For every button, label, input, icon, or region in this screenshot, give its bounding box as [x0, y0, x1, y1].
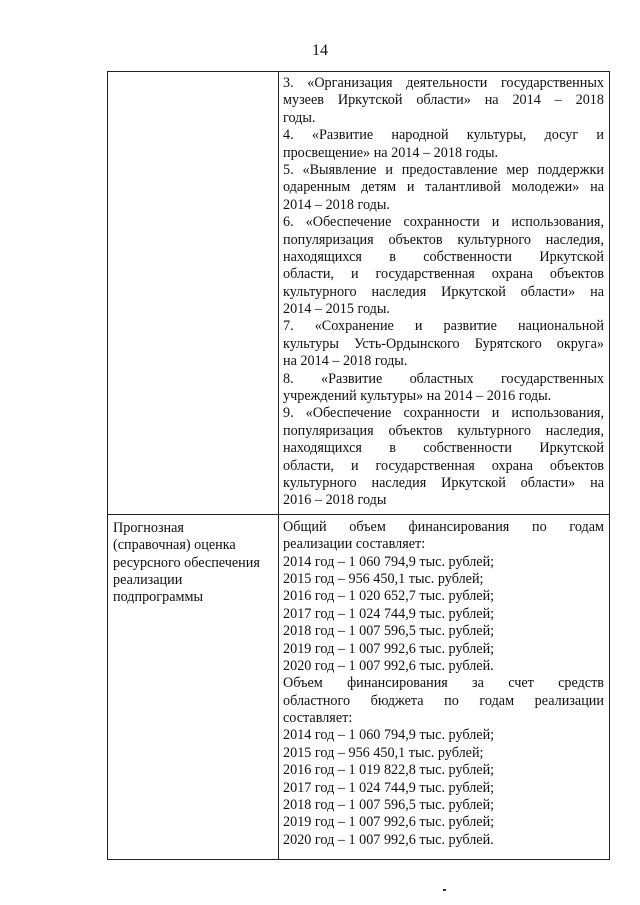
footer-mark [443, 889, 446, 891]
text-line: 2014 – 2015 годы. [283, 301, 390, 318]
text-line: Объем финансирования за счет средств [283, 675, 604, 692]
table-row-funding [108, 514, 610, 859]
text-line: 2017 год – 1 024 744,9 тыс. рублей; [283, 779, 495, 796]
row2-label-cell [108, 514, 279, 859]
text-line: 2015 год – 956 450,1 тыс. рублей; [283, 570, 484, 587]
row2-content-cell [279, 514, 610, 859]
text-line: 2018 год – 1 007 596,5 тыс. рублей; [283, 797, 495, 814]
row1-content-cell [279, 72, 610, 515]
text-line: культуры Усть-Ордынского Бурятского округа» [283, 335, 604, 352]
label-line: подпрограммы [113, 589, 203, 606]
text-line: 2014 год – 1 060 794,9 тыс. рублей; [283, 553, 495, 570]
text-line: 2016 год – 1 019 822,8 тыс. рублей; [283, 762, 495, 779]
text-line: реализации составляет: [283, 536, 426, 553]
text-line: музеев Иркутской области» на 2014 – 2018 [283, 92, 604, 109]
text-line: области, и государственная охрана объектов [283, 457, 604, 474]
text-line: учреждений культуры» на 2014 – 2016 годы. [283, 388, 552, 405]
text-line: 2018 год – 1 007 596,5 тыс. рублей; [283, 623, 495, 640]
text-line: 2019 год – 1 007 992,6 тыс. рублей; [283, 814, 495, 831]
text-line: областного бюджета по годам реализации [283, 692, 604, 709]
row1-label [108, 72, 278, 77]
text-line: на 2014 – 2018 годы. [283, 353, 408, 370]
label-line: реализации [113, 571, 183, 588]
text-line: 2020 год – 1 007 992,6 тыс. рублей. [283, 657, 494, 674]
text-line: популяризация объектов культурного наследия, [283, 422, 604, 439]
text-line: 7. «Сохранение и развитие национальной [283, 318, 604, 335]
text-line: просвещение» на 2014 – 2018 годы. [283, 144, 499, 161]
text-line: находящихся в собственности Иркутской [283, 440, 604, 457]
label-line: Прогнозная [113, 519, 184, 536]
text-line: 9. «Обеспечение сохранности и использования, [283, 405, 604, 422]
text-line: 2017 год – 1 024 744,9 тыс. рублей; [283, 605, 495, 622]
text-line: годы. [283, 109, 316, 126]
table-row-subprograms [108, 72, 610, 515]
text-line: 2020 год – 1 007 992,6 тыс. рублей. [283, 831, 494, 848]
text-line: составляет: [283, 710, 353, 727]
text-line: 3. «Организация деятельности государственных [283, 75, 604, 91]
row2-label [108, 515, 278, 607]
text-line: 2015 год – 956 450,1 тыс. рублей; [283, 744, 484, 761]
text-line: 2016 год – 1 020 652,7 тыс. рублей; [283, 588, 495, 605]
page-number: 14 [312, 42, 328, 59]
text-line: культурного наследия Иркутской области» на [283, 283, 604, 300]
text-line: одаренным детям и талантливой молодежи» на [283, 179, 604, 196]
text-line: находящихся в собственности Иркутской [283, 248, 604, 265]
text-line: 4. «Развитие народной культуры, досуг и [283, 127, 604, 144]
text-line: 2019 год – 1 007 992,6 тыс. рублей; [283, 640, 495, 657]
text-line: 2014 год – 1 060 794,9 тыс. рублей; [283, 727, 495, 744]
text-line: 2014 – 2018 годы. [283, 196, 390, 213]
text-line: 8. «Развитие областных государственных [283, 370, 604, 387]
passport-table [107, 71, 610, 860]
text-line: культурного наследия Иркутской области» на [283, 474, 604, 491]
text-line: области, и государственная охрана объектов [283, 266, 604, 283]
text-line: 2016 – 2018 годы [283, 492, 387, 509]
text-line: популяризация объектов культурного наследия, [283, 231, 604, 248]
text-line: Общий объем финансирования по годам [283, 518, 604, 535]
label-line: ресурсного обеспечения [113, 554, 260, 571]
text-line: 6. «Обеспечение сохранности и использования, [283, 214, 604, 231]
row1-label-cell [108, 72, 279, 515]
label-line: (справочная) оценка [113, 537, 236, 554]
text-line: 5. «Выявление и предоставление мер поддержки [283, 161, 604, 178]
